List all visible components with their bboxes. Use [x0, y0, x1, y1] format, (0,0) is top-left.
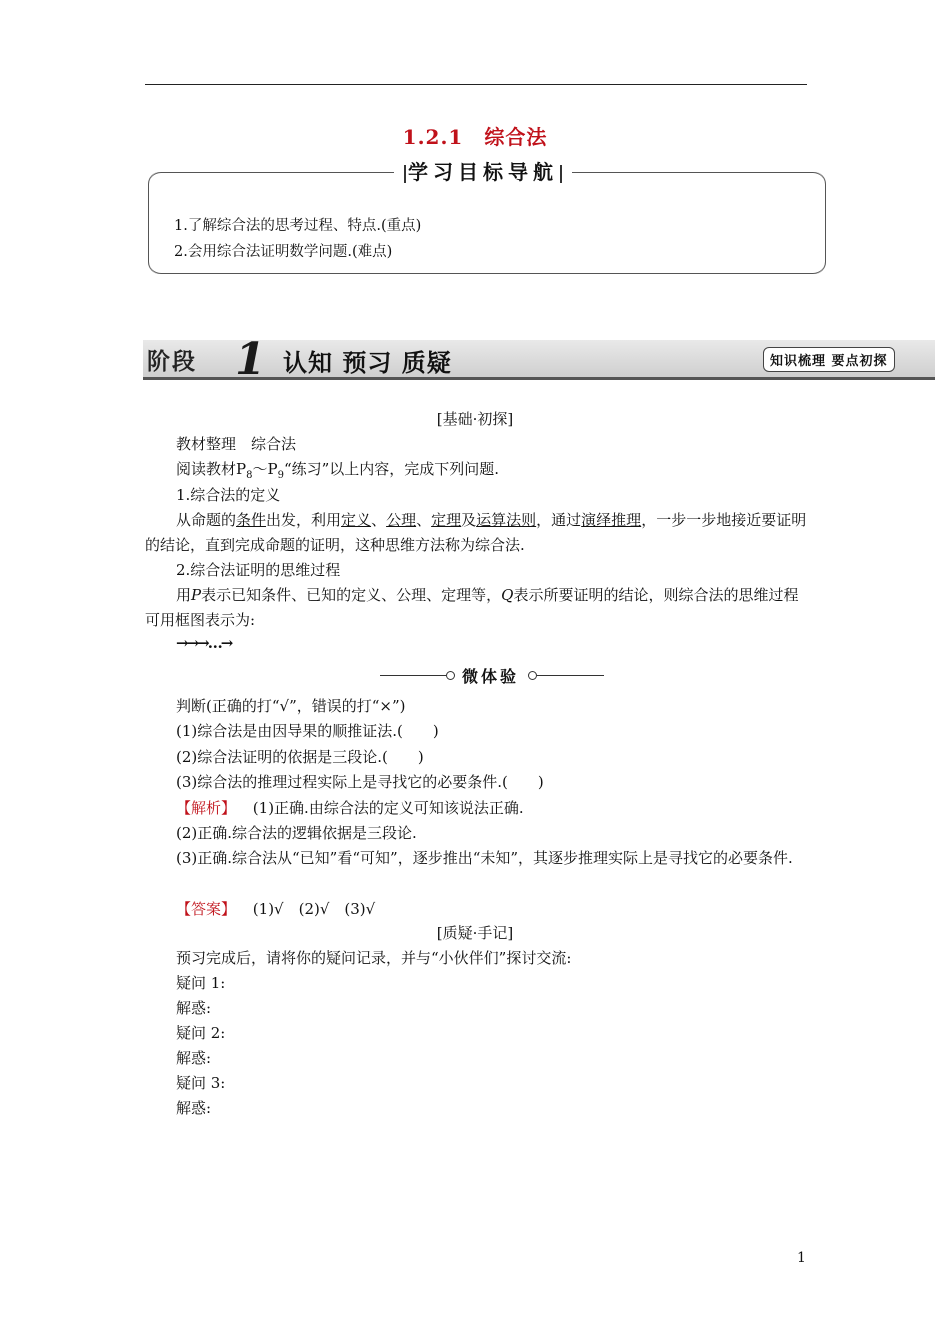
note-row: 解惑:	[176, 1049, 212, 1067]
stage-label: 阶段	[147, 349, 197, 375]
top-rule	[145, 84, 807, 85]
flow-arrows: →→→…→	[176, 634, 232, 652]
answer-line: 【答案】 (1)√ (2)√ (3)√	[176, 900, 376, 918]
goal-item: 1.了解综合法的思考过程、特点.(重点)	[174, 218, 422, 234]
analysis-label: 【解析】	[176, 799, 237, 817]
question-item: (1)综合法是由因导果的顺推证法.( )	[176, 722, 439, 740]
intro-line: 预习完成后，请将你的疑问记录，并与“小伙伴们”探讨交流:	[176, 949, 572, 967]
weitiyan-title: 微体验	[462, 667, 520, 686]
definition-title: 1.综合法的定义	[176, 486, 281, 504]
judge-prompt: 判断(正确的打“√”，错误的打“×”)	[176, 697, 406, 715]
reading-line: 阅读教材$P_8\sim P_9“$练习”以上内容，完成下列问题.	[176, 460, 500, 481]
note-row: 疑问 1:	[176, 974, 226, 992]
stage-title: 认知 预习 质疑	[283, 348, 452, 377]
topic-line: 教材整理 综合法	[176, 435, 297, 453]
note-row: 疑问 2:	[176, 1024, 226, 1042]
process-title: 2.综合法证明的思维过程	[176, 561, 341, 579]
page-title: 1.2.1 综合法	[402, 125, 548, 149]
stage-band	[143, 334, 935, 385]
goal-heading	[394, 156, 572, 185]
goal-item: 2.会用综合法证明数学问题.(难点)	[174, 244, 393, 260]
note-row: 解惑:	[176, 1099, 212, 1117]
analysis-paragraph: (3)正确.综合法从“已知”看“可知”，逐步推出“未知”，其逐步推理实际上是寻找它的必要条件.	[176, 849, 793, 867]
note-row: 解惑:	[176, 999, 212, 1017]
question-item: (2)综合法证明的依据是三段论.( )	[176, 748, 424, 766]
note-row: 疑问 3:	[176, 1074, 226, 1092]
stage-number: 1	[235, 334, 266, 385]
page-number: 1	[797, 1250, 806, 1266]
process-paragraph: 用P表示已知条件、已知的定义、公理、定理等，Q表示所要证明的结论，则综合法的思维过程可用框图表示为:	[145, 586, 799, 629]
stage-tag: 知识梳理 要点初探	[763, 347, 895, 372]
weitiyan-heading	[380, 666, 604, 686]
question-item: (3)综合法的推理过程实际上是寻找它的必要条件.( )	[176, 773, 544, 791]
goal-heading-text: 学习目标导航	[408, 160, 558, 184]
section-heading: [质疑·手记]	[436, 924, 514, 942]
section-heading: [基础·初探]	[436, 410, 514, 428]
analysis-line: (2)正确.综合法的逻辑依据是三段论.	[176, 824, 417, 842]
analysis-line: 【解析】 (1)正确.由综合法的定义可知该说法正确.	[176, 799, 524, 817]
answer-label: 【答案】	[176, 900, 237, 918]
definition-paragraph: 从命题的条件出发，利用定义、公理、定理及运算法则，通过演绎推理，一步一步地接近要证明的结论，直到完成命题的证明，这种思维方法称为综合法.	[145, 511, 807, 554]
